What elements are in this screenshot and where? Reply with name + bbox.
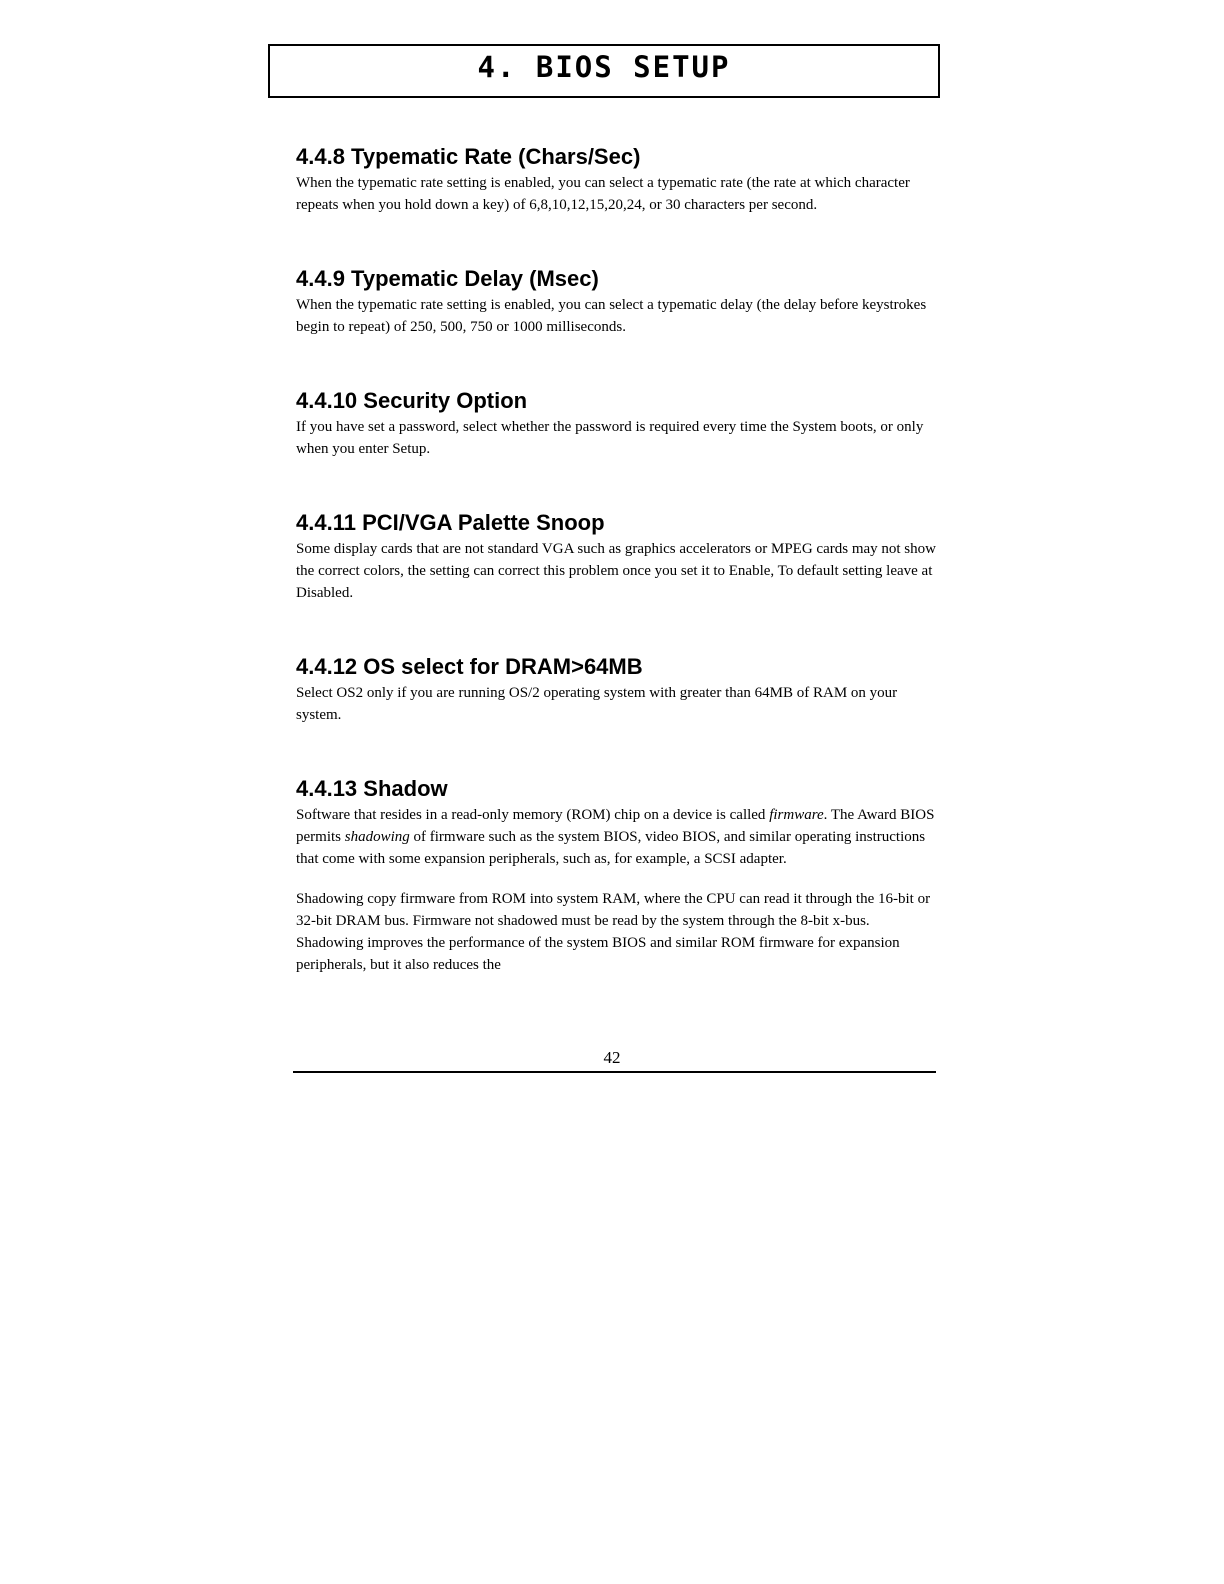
section-body: When the typematic rate setting is enabled, you can select a typematic rate (the rate at which character repeats when you hold down a key) of 6,8,10,12,15,20,24, or 30 characters per second. [296, 175, 910, 213]
section-typematic-delay [296, 264, 936, 338]
section-body [296, 804, 936, 870]
body-text: . The Award BIOS permits [296, 807, 935, 845]
page-content [296, 142, 936, 976]
chapter-title: 4. BIOS SETUP [477, 50, 731, 84]
section-heading: 4.4.9 Typematic Delay (Msec) [296, 266, 599, 291]
section-body: Select OS2 only if you are running OS/2 operating system with greater than 64MB of RAM on your system. [296, 685, 898, 723]
emphasis-shadowing: shadowing [344, 829, 410, 845]
chapter-header-box [268, 44, 940, 98]
section-typematic-rate [296, 142, 936, 216]
section-heading: 4.4.12 OS select for DRAM>64MB [296, 654, 643, 679]
section-heading: 4.4.8 Typematic Rate (Chars/Sec) [296, 144, 641, 169]
page-number: 42 [603, 1048, 621, 1067]
body-text: of firmware such as the system BIOS, video BIOS, and similar operating instructions that come with some expansion peripherals, such as, for example, a SCSI adapter. [296, 829, 926, 867]
section-body: Some display cards that are not standard VGA such as graphics accelerators or MPEG cards may not show the correct colors, the setting can correct this problem once you set it to Enable, To default setting leave at Disabled. [296, 541, 936, 601]
body-text: Software that resides in a read-only memory (ROM) chip on a device is called [296, 807, 770, 823]
section-body: When the typematic rate setting is enabled, you can select a typematic delay (the delay before keystrokes begin to repeat) of 250, 500, 750 or 1000 milliseconds. [296, 297, 927, 335]
section-security-option [296, 386, 936, 460]
section-shadow [296, 774, 936, 976]
footer-rule [293, 1071, 936, 1073]
section-pci-vga-palette-snoop [296, 508, 936, 604]
section-heading: 4.4.11 PCI/VGA Palette Snoop [296, 510, 605, 535]
section-os-select [296, 652, 936, 726]
section-body-continued: Shadowing copy firmware from ROM into system RAM, where the CPU can read it through the 16-bit or 32-bit DRAM bus. Firmware not shadowed must be read by the system through the 8-bit x-bus. Shadowing improves the performance of the system BIOS and similar ROM firmware for expansion peripherals, but it also reduces the [296, 891, 931, 973]
section-body: If you have set a password, select whether the password is required every time the System boots, or only when you enter Setup. [296, 419, 924, 457]
emphasis-firmware: firmware [769, 807, 824, 823]
section-heading: 4.4.13 Shadow [296, 776, 448, 801]
section-heading: 4.4.10 Security Option [296, 388, 528, 413]
